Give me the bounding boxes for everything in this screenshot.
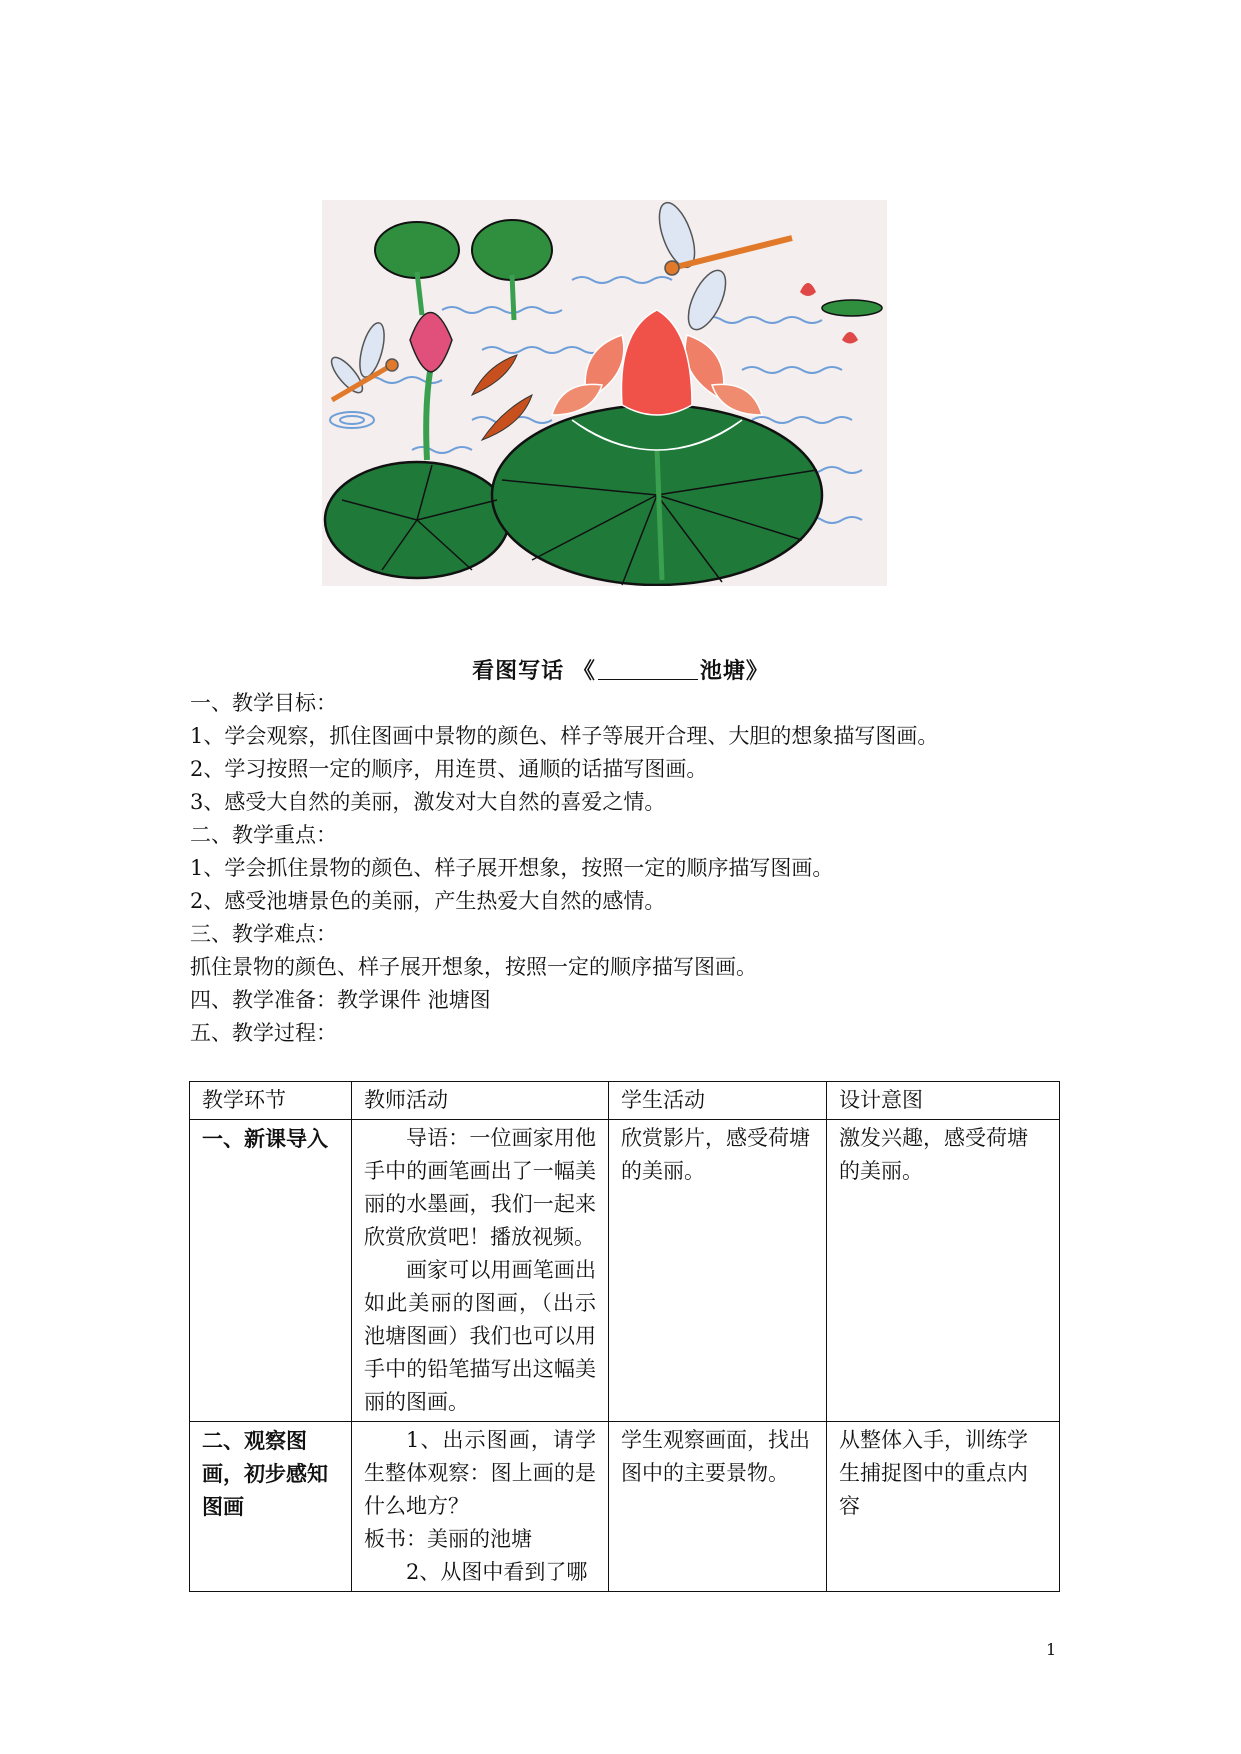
stage-cell: 一、新课导入 (190, 1120, 352, 1422)
table-row (190, 1422, 1060, 1592)
teacher-paragraph: 板书：美丽的池塘 (364, 1527, 532, 1551)
heading-process: 五、教学过程： (190, 1021, 337, 1045)
stage-cell: 二、观察图画，初步感知图画 (190, 1422, 352, 1592)
teacher-paragraph: 2、从图中看到了哪 (406, 1560, 588, 1584)
column-header: 教师活动 (352, 1082, 609, 1120)
objective-3: 3、感受大自然的美丽，激发对大自然的喜爱之情。 (190, 790, 666, 814)
heading-key-points: 二、教学重点： (190, 823, 337, 847)
page-number: 1 (1046, 1640, 1057, 1659)
title-blank (598, 661, 698, 680)
heading-difficulty: 三、教学难点： (190, 922, 337, 946)
student-activity-cell: 学生观察画面，找出图中的主要景物。 (609, 1422, 827, 1592)
objective-1: 1、学会观察，抓住图画中景物的颜色、样子等展开合理、大胆的想象描写图画。 (190, 724, 939, 748)
objective-2: 2、学习按照一定的顺序，用连贯、通顺的话描写图画。 (190, 757, 708, 781)
key-point-2: 2、感受池塘景色的美丽，产生热爱大自然的感情。 (190, 889, 666, 913)
pond-illustration (322, 200, 887, 586)
title-suffix: 池塘》 (699, 658, 769, 684)
table-row (190, 1120, 1060, 1422)
teacher-activity-cell (352, 1422, 609, 1592)
column-header: 设计意图 (827, 1082, 1060, 1120)
teacher-paragraph: 画家可以用画笔画出如此美丽的图画，（出示池塘图画）我们也可以用手中的铅笔描写出这幅美丽的图画。 (364, 1258, 596, 1414)
student-activity-cell: 欣赏影片，感受荷塘的美丽。 (609, 1120, 827, 1422)
teacher-paragraph: 1、出示图画，请学生整体观察：图上画的是什么地方？ (364, 1428, 596, 1518)
title-prefix: 看图写话 《 (472, 658, 596, 684)
preparation-line: 四、教学准备：教学课件 池塘图 (190, 988, 491, 1012)
heading-objectives: 一、教学目标： (190, 691, 337, 715)
page-title (0, 654, 1241, 685)
teacher-paragraph: 导语：一位画家用他手中的画笔画出了一幅美丽的水墨画，我们一起来欣赏欣赏吧！播放视频。 (364, 1126, 596, 1249)
design-intent-cell: 从整体入手，训练学生捕捉图中的重点内容 (827, 1422, 1060, 1592)
key-point-1: 1、学会抓住景物的颜色、样子展开想象，按照一定的顺序描写图画。 (190, 856, 834, 880)
column-header: 教学环节 (190, 1082, 352, 1120)
lesson-outline (190, 687, 1090, 1050)
design-intent-cell: 激发兴趣，感受荷塘的美丽。 (827, 1120, 1060, 1422)
column-header: 学生活动 (609, 1082, 827, 1120)
lesson-process-table (189, 1081, 1060, 1592)
table-header-row (190, 1082, 1060, 1120)
difficulty-text: 抓住景物的颜色、样子展开想象，按照一定的顺序描写图画。 (190, 955, 757, 979)
teacher-activity-cell (352, 1120, 609, 1422)
